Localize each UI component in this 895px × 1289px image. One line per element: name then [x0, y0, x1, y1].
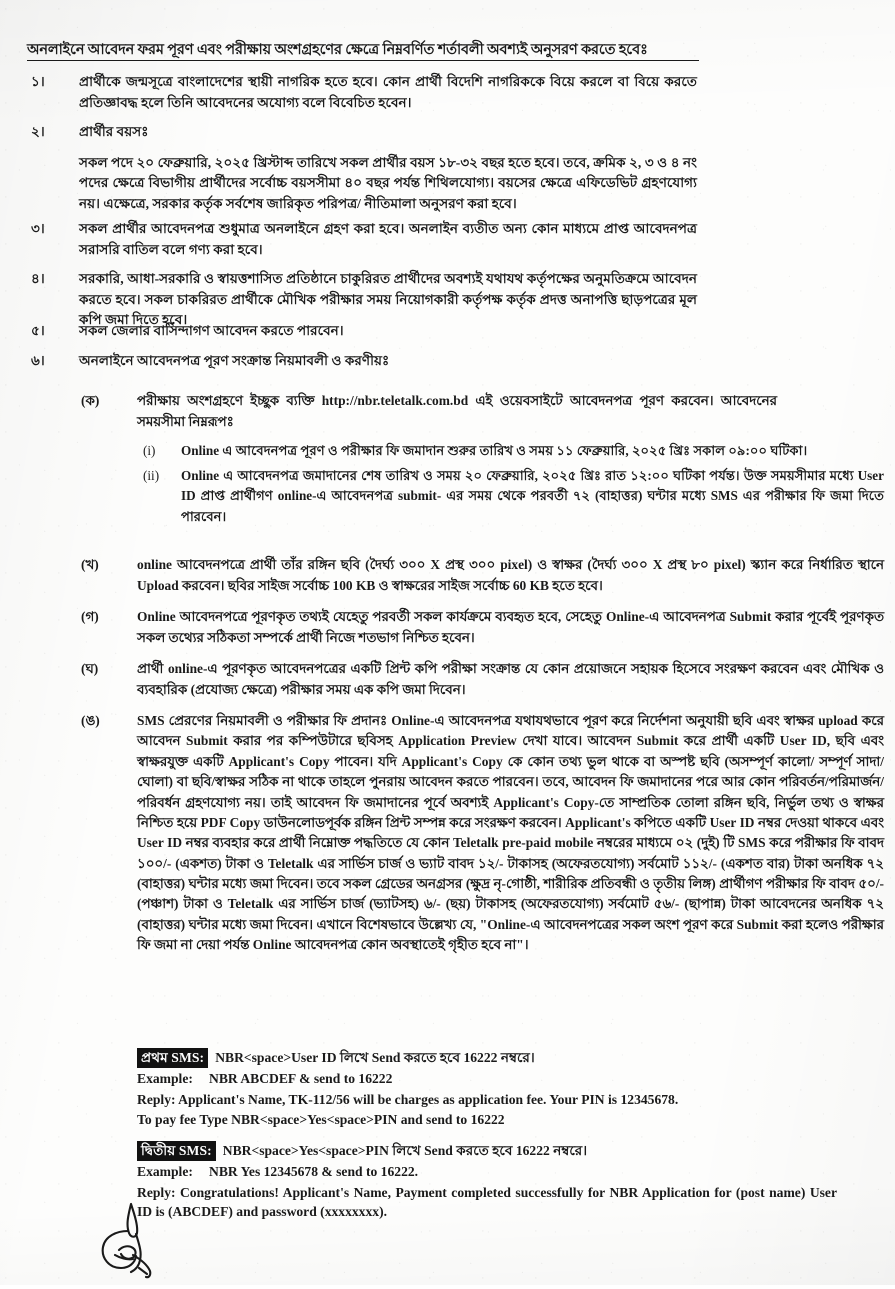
clause-5 [27, 321, 697, 342]
first-sms-command-line [137, 1048, 837, 1068]
subclause-gha-body [137, 659, 884, 701]
second-sms-example-label: Example: [137, 1164, 193, 1180]
clause-1-body [79, 72, 697, 113]
second-sms-tag: দ্বিতীয় SMS: [137, 1141, 216, 1161]
clause-5-number: ৫। [31, 323, 45, 338]
subclause-ka-roman-list [137, 441, 884, 528]
subclause-kha-body [137, 555, 884, 597]
clause-1-text: প্রার্থীকে জন্মসূত্রে বাংলাদেশের স্থায়ী নাগরিক হতে হবে। কোন প্রার্থী বিদেশি নাগরিককে বিয়ে করলে বা বিয়ে করতে প্রতিজ্ঞাবদ্ধ হলে তিনি আবেদনের অযোগ্য বলে বিবেচিত হবেন। [79, 74, 697, 110]
clause-2 [27, 122, 697, 215]
clause-4-text: সরকারি, আধা-সরকারি ও স্বায়ত্তশাসিত প্রতিষ্ঠানে চাকুরিরত প্রার্থীদের অবশ্যই যথাযথ কর্তৃপক্ষের অনুমতিক্রমে আবেদন করতে হবে। সকল চাকরিরত প্রার্থীকে মৌখিক পরীক্ষার সময় নিয়োগকারী কর্তৃপক্ষ কর্তৃক প্রদত্ত অনাপত্তি ছাড়পত্রের মূল কপি জমা দিতে হবে। [79, 271, 697, 328]
clause-2-heading: প্রার্থীর বয়সঃ [79, 124, 149, 139]
subclause-uo-body [137, 711, 884, 956]
second-sms-reply: Reply: Congratulations! Applicant's Name, Payment completed successfully for NBR Application for (post name) User ID is (ABCDEF) and password (xxxxxxxx). [137, 1184, 837, 1219]
clause-5-body [79, 321, 697, 342]
clause-2-number: ২। [31, 124, 45, 139]
first-sms-command: NBR<space>User ID লিখে Send করতে হবে 16222 নম্বরে। [215, 1050, 535, 1065]
subclause-ka-text: পরীক্ষায় অংশগ্রহণে ইচ্ছুক ব্যক্তি http://nbr.teletalk.com.bd এই ওয়েবসাইটে আবেদনপত্র পূরণ করবেন। আবেদনের সময়সীমা নিম্নরূপঃ [137, 393, 777, 429]
clause-6-body [79, 351, 697, 372]
clause-3-number: ৩। [31, 221, 45, 236]
clause-1 [27, 72, 697, 113]
first-sms-instructions [137, 1048, 837, 1130]
clause-3-text: সকল প্রার্থীর আবেদনপত্র শুধুমাত্র অনলাইনে গ্রহণ করা হবে। অনলাইন ব্যতীত অন্য কোন মাধ্যমে প্রাপ্ত আবেদনপত্র সরাসরি বাতিল বলে গণ্য করা হবে। [79, 221, 697, 257]
roman-item-ii [137, 466, 884, 527]
clause-5-text: সকল জেলার বাসিন্দাগণ আবেদন করতে পারবেন। [79, 323, 344, 338]
subclause-uo [79, 711, 884, 956]
second-sms-command: NBR<space>Yes<space>PIN লিখে Send করতে হবে 16222 নম্বরে। [222, 1143, 588, 1158]
clause-3 [27, 219, 697, 260]
clause-3-body [79, 219, 697, 260]
subclause-ga-body [137, 607, 884, 649]
subclause-uo-text: SMS প্রেরণের নিয়মাবলী ও পরীক্ষার ফি প্রদানঃ Online-এ আবেদনপত্র যথাযথভাবে পূরণ করে নির্দেশনা অনুযায়ী ছবি এবং স্বাক্ষর upload করে আবেদন Submit করার পর কম্পিউটারে ছবিসহ Application Preview দেখা যাবে। আবেদন Submit করে প্রার্থী একটি User ID, ছবি এবং স্বাক্ষরযুক্ত একটি Applicant's Copy পাবেন। যদি Applicant's Copy কে কোন তথ্য ভুল থাকে বা অস্পষ্ট ছবি (অসম্পূর্ণ কালো/ সম্পূর্ণ সাদা/ঘোলা) বা ছবি/স্বাক্ষর সঠিক না থাকে তাহলে পুনরায় আবেদন করতে পারবেন। তবে, আবেদন ফি জমাদানের পরে আর কোন পরিবর্তন/পরিমার্জন/পরিবর্ধন গ্রহণযোগ্য নয়। তাই আবেদন ফি জমাদানের পূর্বে অবশ্যই Applicant's Copy-তে সাম্প্রতিক তোলা রঙ্গিন ছবি, নির্ভুল তথ্য ও স্বাক্ষর নিশ্চিত হয়ে PDF Copy ডাউনলোডপূর্বক রঙ্গিন প্রিন্ট সম্পন্ন করে সংরক্ষণ করবেন। Applicant's কপিতে একটি User ID নম্বর দেওয়া থাকবে এবং User ID নম্বর ব্যবহার করে প্রার্থী নিম্নোক্ত পদ্ধতিতে যে কোন Teletalk pre-paid mobile নম্বরের মাধ্যমে ০২ (দুই) টি SMS করে পরীক্ষার ফি বাবদ ১০০/- (একশত) টাকা ও Teletalk এর সার্ভিস চার্জ ও ভ্যাট বাবদ ১২/- টাকাসহ (অফেরতযোগ্য) সর্বমোট ১১২/- (একশত বার) টাকা অনধিক ৭২ (বাহাত্তর) ঘন্টার মধ্যে জমা দিবেন। তবে সকল গ্রেডের অনগ্রসর (ক্ষুদ্র নৃ-গোষ্ঠী, শারীরিক প্রতিবন্ধী ও তৃতীয় লিঙ্গ) প্রার্থীগণ পরীক্ষার ফি বাবদ ৫০/- (পঞ্চাশ) টাকা ও Teletalk এর সার্ভিস চার্জ (ভ্যাটসহ) ৬/- (ছয়) টাকাসহ (অফেরতযোগ্য) সর্বমোট ৫৬/- (ছাপান্ন) টাকা আবেদনের অনধিক ৭২ (বাহাত্তর) ঘন্টার মধ্যে জমা দিবেন। এখানে বিশেষভাবে উল্লেখ্য যে, "Online-এ আবেদনপত্রের সকল অংশ পূরণ করে Submit করা হলেও পরীক্ষার ফি জমা না দেয়া পর্যন্ত Online আবেদনপত্র কোন অবস্থাতেই গৃহীত হবে না"। [137, 713, 884, 953]
second-sms-command-line [137, 1141, 837, 1161]
subclause-ka-marker: (ক) [81, 393, 100, 408]
subclause-kha [79, 555, 884, 597]
page-title: অনলাইনে আবেদন ফরম পূরণ এবং পরীক্ষায় অংশগ্রহণের ক্ষেত্রে নিম্নবর্ণিত শর্তাবলী অবশ্যই অনুসরণ করতে হবেঃ [27, 41, 699, 61]
subclause-gha [79, 659, 884, 701]
roman-item-ii-marker: (ii) [143, 467, 160, 483]
clause-2-body [79, 122, 697, 215]
first-sms-example-label: Example: [137, 1071, 193, 1087]
subclause-ga-text: Online আবেদনপত্রে পূরণকৃত তথ্যই যেহেতু পরবর্তী সকল কার্যক্রমে ব্যবহৃত হবে, সেহেতু Online-এ আবেদনপত্র Submit করার পূর্বেই পূরণকৃত সকল তথ্যের সঠিকতা সম্পর্কে প্রার্থী নিজে শতভাগ নিশ্চিত হবেন। [137, 609, 884, 645]
subclause-ka-body [137, 391, 884, 532]
roman-item-i [137, 441, 884, 461]
first-sms-reply: Reply: Applicant's Name, TK-112/56 will be charges as application fee. Your PIN is 12345678. [137, 1091, 679, 1107]
clause-6-heading: অনলাইনে আবেদনপত্র পূরণ সংক্রান্ত নিয়মাবলী ও করণীয়ঃ [79, 353, 390, 368]
subclause-uo-marker: (ঙ) [81, 713, 100, 728]
subclause-gha-marker: (ঘ) [81, 661, 99, 676]
subclause-gha-text: প্রার্থী online-এ পূরণকৃত আবেদনপত্রের একটি প্রিন্ট কপি পরীক্ষা সংক্রান্ত যে কোন প্রয়োজনে সহায়ক হিসেবে সংরক্ষণ করবেন এবং মৌখিক ও ব্যবহারিক (প্রযোজ্য ক্ষেত্রে) পরীক্ষার সময় এক কপি জমা দিবেন। [137, 661, 884, 697]
first-sms-pay-line: To pay fee Type NBR<space>Yes<space>PIN and send to 16222 [137, 1111, 505, 1127]
second-sms-example-line [137, 1162, 837, 1181]
clause-6 [27, 351, 697, 372]
clause-1-number: ১। [31, 74, 45, 89]
subclause-ka [79, 391, 884, 532]
subclause-ga [79, 607, 884, 649]
roman-item-ii-text: Online এ আবেদনপত্র জমাদানের শেষ তারিখ ও সময় ২০ ফেব্রুয়ারি, ২০২৫ খ্রিঃ রাত ১২:০০ ঘটিকা পর্যন্ত। উক্ত সময়সীমার মধ্যে User ID প্রাপ্ত প্রার্থীগণ online-এ আবেদনপত্র submit- এর সময় থেকে পরবর্তী ৭২ (বাহাত্তর) ঘন্টার মধ্যে SMS এর পরীক্ষার ফি জমা দিতে পারবেন। [181, 467, 884, 524]
first-sms-example: NBR ABCDEF & send to 16222 [209, 1071, 393, 1087]
subclause-kha-marker: (খ) [81, 557, 99, 572]
clause-4-number: ৪। [31, 271, 45, 286]
first-sms-tag: প্রথম SMS: [137, 1048, 208, 1068]
subclause-ga-marker: (গ) [81, 609, 99, 624]
second-sms-example: NBR Yes 12345678 & send to 16222. [209, 1164, 419, 1180]
first-sms-example-line [137, 1069, 837, 1088]
second-sms-instructions [137, 1141, 837, 1221]
roman-item-i-text: Online এ আবেদনপত্র পূরণ ও পরীক্ষার ফি জমাদান শুরুর তারিখ ও সময় ১১ ফেব্রুয়ারি, ২০২৫ খ্রিঃ সকাল ০৯:০০ ঘটিকা। [181, 442, 808, 458]
clause-2-text: সকল পদে ২০ ফেব্রুয়ারি, ২০২৫ খ্রিস্টাব্দ তারিখে সকল প্রার্থীর বয়স ১৮-৩২ বছর হতে হবে। তবে, ক্রমিক ২, ৩ ও ৪ নং পদের ক্ষেত্রে বিভাগীয় প্রার্থীদের সর্বোচ্চ বয়সসীমা ৪০ বছর পর্যন্ত শিথিলযোগ্য। বয়সের ক্ষেত্রে এফিডেভিট গ্রহণযোগ্য নয়। এক্ষেত্রে, সরকার কর্তৃক সর্বশেষ জারিকৃত পরিপত্র/ নীতিমালা অনুসরণ করা হবে। [79, 154, 697, 211]
roman-item-i-marker: (i) [143, 442, 156, 458]
subclause-kha-text: online আবেদনপত্রে প্রার্থী তাঁর রঙ্গিন ছবি (দৈর্ঘ্য ৩০০ X প্রস্থ ৩০০ pixel) ও স্বাক্ষর (দৈর্ঘ্য ৩০০ X প্রস্থ ৮০ pixel) স্ক্যান করে নির্ধারিত স্থানে Upload করবেন। ছবির সাইজ সর্বোচ্চ 100 KB ও স্বাক্ষরের সাইজ সর্বোচ্চ 60 KB হতে হবে। [137, 557, 884, 593]
clause-6-number: ৬। [31, 353, 45, 368]
